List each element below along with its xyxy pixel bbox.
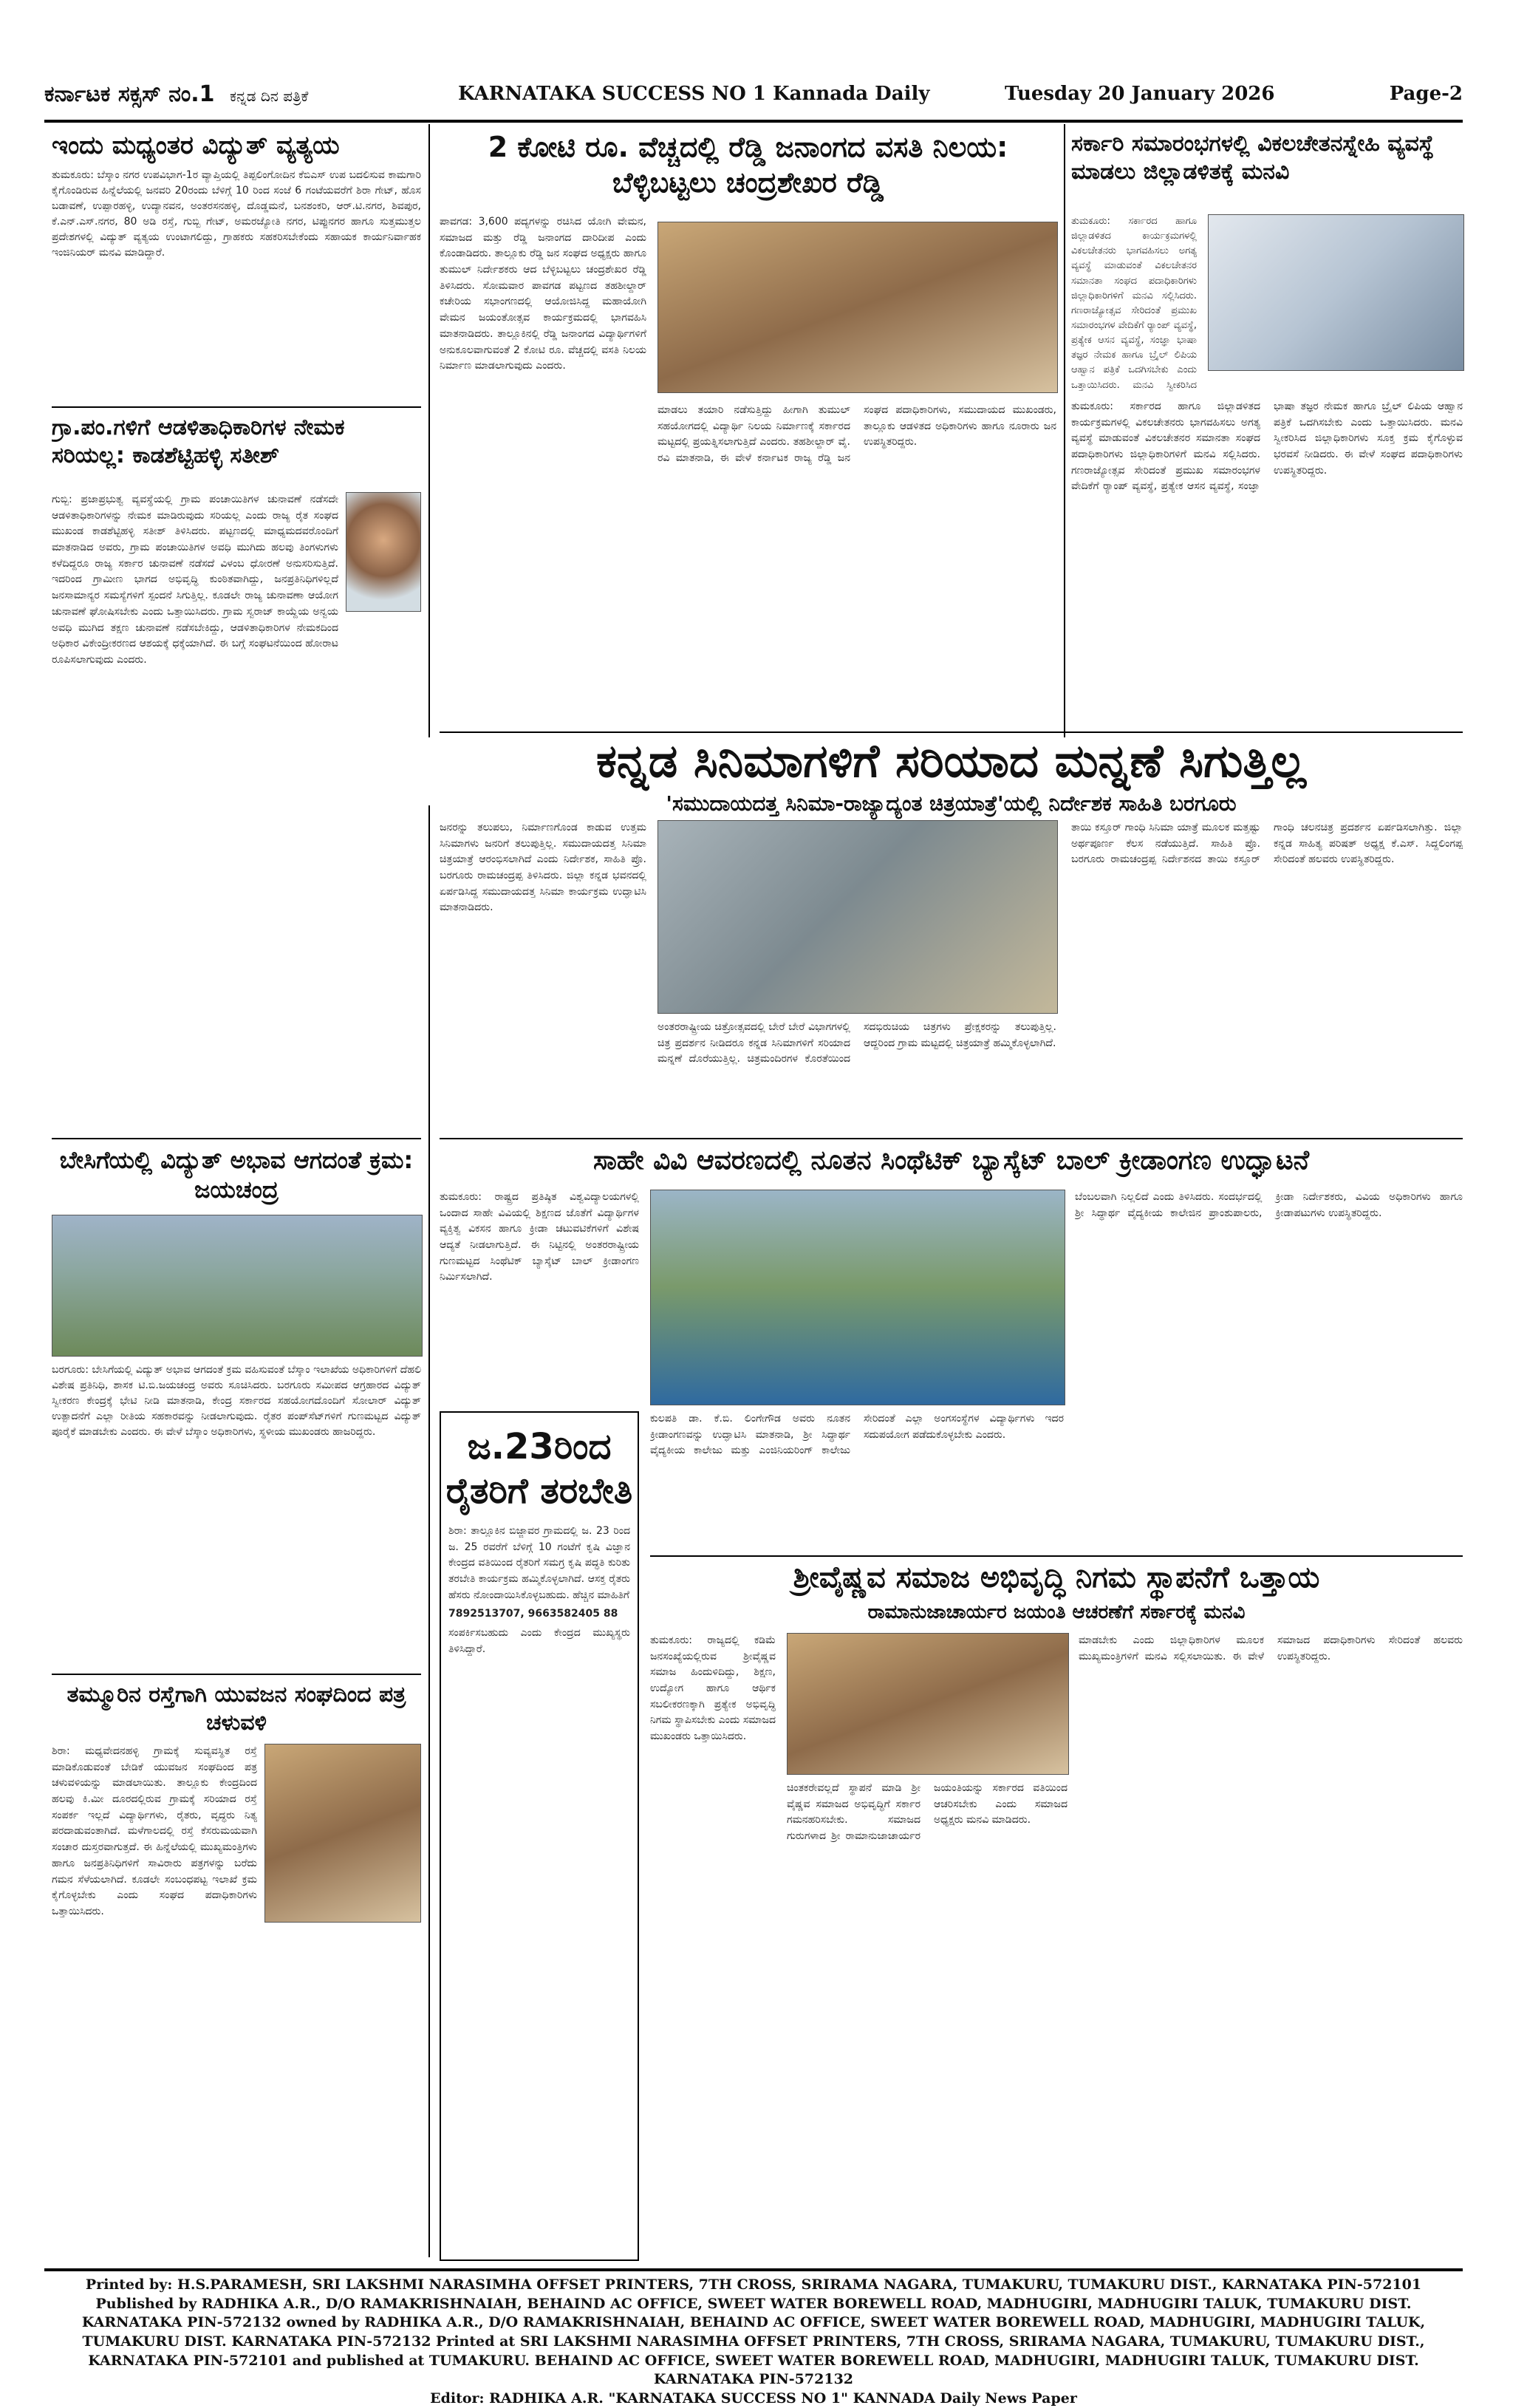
column-divider: [428, 805, 430, 2257]
article-body: ತುಮಕೂರು: ಬೆಸ್ಕಾಂ ನಗರ ಉಪವಿಭಾಗ-1ರ ವ್ಯಾಪ್ತಿಯಲ್ಲಿ ತಿಪ್ಪಲಿಂಗೋದಿನ ಕೆಬಿಎಸ್ ಉಪ ಬದಲಿಸುವ ಕಾಮಗಾರಿ ಕೈಗೊಂಡಿರುವ ಹಿನ್ನೆಲೆಯಲ್ಲಿ ಜನವರಿ 20ರಂದು ಬೆಳಿಗ್ಗೆ 10 ರಿಂದ ಸಂಜೆ 6 ಗಂಟೆಯವರೆಗೆ ಶಿರಾ ಗೇಟ್, ಹೊಸ ಬಡಾವಣೆ, ಉಪ್ಪಾರಹಳ್ಳಿ, ಉದ್ಯಾನವನ, ಅಂತರಸನಹಳ್ಳಿ, ದೊಡ್ಡಮನೆ, ಬನಶಂಕರಿ, ಆರ್.ಟಿ.ನಗರ, ಶಿವಪುರ, ಕೆ.ಎನ್.ಎಸ್.ನಗರ, 80 ಅಡಿ ರಸ್ತೆ, ಗುಬ್ಬಿ ಗೇಟ್, ಅಮರಜ್ಯೋತಿ ನಗರ, ಟಿಪ್ಪುನಗರ ಹಾಗೂ ಸುತ್ತಮುತ್ತಲ ಪ್ರದೇಶಗಳಲ್ಲಿ ವಿದ್ಯುತ್ ವ್ಯತ್ಯಯ ಉಂಟಾಗಲಿದ್ದು, ಗ್ರಾಹಕರು ಸಹಕರಿಸಬೇಕೆಂದು ಸಹಾಯಕ ಕಾರ್ಯನಿರ್ವಾಹಕ ಇಂಜಿನಿಯರ್ ಮನವಿ ಮಾಡಿದ್ದಾರೆ.: [52, 168, 421, 259]
article-body: ಚಿಂತಕರೇವಲ್ಲದೆ ಸ್ಥಾಪನೆ ಮಾಡಿ ಶ್ರೀ ವೈಷ್ಣವ ಸಮಾಜದ ಅಭಿವೃದ್ಧಿಗೆ ಸರ್ಕಾರ ಗಮನಹರಿಸಬೇಕು. ಸಮಾಜದ ಗುರುಗಳಾದ ಶ್ರೀ ರಾಮಾನುಜಾಚಾರ್ಯರ ಜಯಂತಿಯನ್ನು ಸರ್ಕಾರದ ವತಿಯಿಂದ ಆಚರಿಸಬೇಕು ಎಂದು ಸಮಾಜದ ಅಧ್ಯಕ್ಷರು ಮನವಿ ಮಾಡಿದರು.: [787, 1782, 1067, 1843]
article-youth-road: [52, 1681, 421, 2224]
vemana-jayanti-photo: [657, 222, 1058, 393]
basketball-court-photo: [650, 1190, 1065, 1405]
article-body: ಬೆಂಬಲವಾಗಿ ನಿಲ್ಲಲಿದೆ ಎಂದು ತಿಳಿಸಿದರು. ಸಂದರ್ಭದಲ್ಲಿ ಶ್ರೀ ಸಿದ್ಧಾರ್ಥ ವೈದ್ಯಕೀಯ ಕಾಲೇಜಿನ ಪ್ರಾಂಶುಪಾಲರು, ಕ್ರೀಡಾ ನಿರ್ದೇಶಕರು, ವಿವಿಯ ಅಧಿಕಾರಿಗಳು ಹಾಗೂ ಕ್ರೀಡಾಪಟುಗಳು ಉಪಸ್ಥಿತರಿದ್ದರು.: [1075, 1191, 1463, 1219]
article-divider: [440, 731, 1463, 733]
printed-by: Printed by: H.S.PARAMESH, SRI LAKSHMI NARASIMHA OFFSET PRINTERS, 7TH CROSS, SRIRAMA NAGARA, TUMAKURU, TUMAKURU DIST., KARNATAKA PIN-572101: [85, 2276, 1422, 2293]
article-body: ಶಿರಾ: ತಾಲ್ಲೂಕಿನ ಬಿಜ್ಜಾವರ ಗ್ರಾಮದಲ್ಲಿ ಜ. 23 ರಿಂದ ಜ. 25 ರವರೆಗೆ ಬೆಳಿಗ್ಗೆ 10 ಗಂಟೆಗೆ ಕೃಷಿ ವಿಜ್ಞಾನ ಕೇಂದ್ರದ ವತಿಯಿಂದ ರೈತರಿಗೆ ಸಮಗ್ರ ಕೃಷಿ ಪದ್ಧತಿ ಕುರಿತು ತರಬೇತಿ ಕಾರ್ಯಕ್ರಮ ಹಮ್ಮಿಕೊಳ್ಳಲಾಗಿದೆ. ಆಸಕ್ತ ರೈತರು ಹೆಸರು ನೋಂದಾಯಿಸಿಕೊಳ್ಳಬಹುದು. ಹೆಚ್ಚಿನ ಮಾಹಿತಿಗೆ: [448, 1525, 630, 1601]
article-reddy-hostel: [440, 130, 1056, 200]
headline: ಕನ್ನಡ ಸಿನಿಮಾಗಳಿಗೆ ಸರಿಯಾದ ಮನ್ನಣೆ ಸಿಗುತ್ತಿಲ್ಲ: [596, 734, 1306, 788]
article-divider: [440, 1138, 1463, 1139]
issue-date: Tuesday 20 January 2026: [1005, 83, 1275, 105]
memorandum-photo: [787, 1633, 1069, 1775]
article-body-end: ಸಂಪರ್ಕಿಸಬಹುದು ಎಂದು ಕೇಂದ್ರದ ಮುಖ್ಯಸ್ಥರು ತಿಳಿಸಿದ್ದಾರೆ.: [448, 1627, 630, 1655]
article-body: ಮಾಡಲು ತಯಾರಿ ನಡೆಸುತ್ತಿದ್ದು ಹೀಗಾಗಿ ತುಮುಲ್ ಸಹಯೋಗದಲ್ಲಿ ವಿದ್ಯಾರ್ಥಿ ನಿಲಯ ನಿರ್ಮಾಣಕ್ಕೆ ಸರ್ಕಾರದ ಮಟ್ಟದಲ್ಲಿ ಪ್ರಯತ್ನಿಸಲಾಗುತ್ತಿದೆ ಎಂದರು. ತಹಶೀಲ್ದಾರ್ ವೈ. ರವಿ ಮಾತನಾಡಿ, ಈ ವೇಳೆ ಕರ್ನಾಟಕ ರಾಜ್ಯ ರೆಡ್ಡಿ ಜನ ಸಂಘದ ಪದಾಧಿಕಾರಿಗಳು, ಸಮುದಾಯದ ಮುಖಂಡರು, ತಾಲ್ಲೂಕು ಆಡಳಿತದ ಅಧಿಕಾರಿಗಳು ಹಾಗೂ ನೂರಾರು ಜನ ಉಪಸ್ಥಿತರಿದ್ದರು.: [657, 404, 1056, 465]
article-body: ತುಮಕೂರು: ರಾಷ್ಟ್ರದ ಪ್ರತಿಷ್ಠಿತ ವಿಶ್ವವಿದ್ಯಾಲಯಗಳಲ್ಲಿ ಒಂದಾದ ಸಾಹೇ ವಿವಿಯಲ್ಲಿ ಶಿಕ್ಷಣದ ಜೊತೆಗೆ ವಿದ್ಯಾರ್ಥಿಗಳ ವ್ಯಕ್ತಿತ್ವ ವಿಕಸನ ಹಾಗೂ ಕ್ರೀಡಾ ಚಟುವಟಿಕೆಗಳಿಗೆ ವಿಶೇಷ ಆದ್ಯತೆ ನೀಡಲಾಗುತ್ತಿದೆ. ಈ ನಿಟ್ಟಿನಲ್ಲಿ ಅಂತರರಾಷ್ಟ್ರೀಯ ಗುಣಮಟ್ಟದ ಸಿಂಥೆಟಿಕ್ ಬ್ಯಾಸ್ಕೆಟ್ ಬಾಲ್ ಕ್ರೀಡಾಂಗಣ ನಿರ್ಮಿಸಲಾಗಿದೆ.: [440, 1191, 639, 1283]
article-body: ಕುಲಪತಿ ಡಾ. ಕೆ.ಬಿ. ಲಿಂಗೇಗೌಡ ಅವರು ನೂತನ ಕ್ರೀಡಾಂಗಣವನ್ನು ಉದ್ಘಾಟಿಸಿ ಮಾತನಾಡಿ, ಶ್ರೀ ಸಿದ್ಧಾರ್ಥ ವೈದ್ಯಕೀಯ ಕಾಲೇಜು ಮತ್ತು ಎಂಜಿನಿಯರಿಂಗ್ ಕಾಲೇಜು ಸೇರಿದಂತೆ ಎಲ್ಲಾ ಅಂಗಸಂಸ್ಥೆಗಳ ವಿದ್ಯಾರ್ಥಿಗಳು ಇದರ ಸದುಪಯೋಗ ಪಡೆದುಕೊಳ್ಳಬೇಕು ಎಂದರು.: [650, 1413, 1064, 1457]
article-body: ತಾಯಿ ಕಸ್ತೂರ್ ಗಾಂಧಿ ಸಿನಿಮಾ ಯಾತ್ರೆ ಮೂಲಕ ಮತ್ತಷ್ಟು ಅರ್ಥಪೂರ್ಣ ಕೆಲಸ ನಡೆಯುತ್ತಿದೆ. ಸಾಹಿತಿ ಪ್ರೊ. ಬರಗೂರು ರಾಮಚಂದ್ರಪ್ಪ ನಿರ್ದೇಶನದ ತಾಯಿ ಕಸ್ತೂರ್ ಗಾಂಧಿ ಚಲನಚಿತ್ರ ಪ್ರದರ್ಶನ ಏರ್ಪಡಿಸಲಾಗಿತ್ತು. ಜಿಲ್ಲಾ ಕನ್ನಡ ಸಾಹಿತ್ಯ ಪರಿಷತ್ ಅಧ್ಯಕ್ಷ ಕೆ.ಎಸ್. ಸಿದ್ದಲಿಂಗಪ್ಪ ಸೇರಿದಂತೆ ಹಲವರು ಉಪಸ್ಥಿತರಿದ್ದರು.: [1071, 822, 1463, 866]
headline: ತಮ್ಮೂರಿನ ರಸ್ತೆಗಾಗಿ ಯುವಜನ ಸಂಘದಿಂದ ಪತ್ರ ಚಳುವಳಿ: [66, 1682, 406, 1736]
headline: ಸಾಹೇ ವಿವಿ ಆವರಣದಲ್ಲಿ ನೂತನ ಸಿಂಥೆಟಿಕ್ ಬ್ಯಾಸ್ಕೆಟ್ ಬಾಲ್ ಕ್ರೀಡಾಂಗಣ ಉದ್ಘಾಟನೆ: [592, 1145, 1310, 1176]
subheadline: 'ಸಮುದಾಯದತ್ತ ಸಿನಿಮಾ-ರಾಜ್ಯಾದ್ಯಂತ ಚಿತ್ರಯಾತ್ರೆ'ಯಲ್ಲಿ ನಿರ್ದೇಶಕ ಸಾಹಿತಿ ಬರಗೂರು: [666, 791, 1237, 816]
newspaper-name: [44, 81, 308, 107]
article-divider: [52, 406, 421, 408]
article-body: ತುಮಕೂರು: ಸರ್ಕಾರದ ಹಾಗೂ ಜಿಲ್ಲಾಡಳಿತದ ಕಾರ್ಯಕ್ರಮಗಳಲ್ಲಿ ವಿಕಲಚೇತನರು ಭಾಗವಹಿಸಲು ಅಗತ್ಯ ವ್ಯವಸ್ಥೆ ಮಾಡುವಂತೆ ವಿಕಲಚೇತನರ ಸಮಾನತಾ ಸಂಘದ ಪದಾಧಿಕಾರಿಗಳು ಜಿಲ್ಲಾಧಿಕಾರಿಗಳಿಗೆ ಮನವಿ ಸಲ್ಲಿಸಿದರು. ಗಣರಾಜ್ಯೋತ್ಸವ ಸೇರಿದಂತೆ ಪ್ರಮುಖ ಸಮಾರಂಭಗಳ ವೇದಿಕೆಗೆ ರ‍್ಯಾಂಪ್ ವ್ಯವಸ್ಥೆ, ಪ್ರತ್ಯೇಕ ಆಸನ ವ್ಯವಸ್ಥೆ, ಸಂಜ್ಞಾ ಭಾಷಾ ತಜ್ಞರ ನೇಮಕ ಹಾಗೂ ಬ್ರೈಲ್ ಲಿಪಿಯ ಆಹ್ವಾನ ಪತ್ರಿಕೆ ಒದಗಿಸಬೇಕು ಎಂದು ಒತ್ತಾಯಿಸಿದರು. ಮನವಿ ಸ್ವೀಕರಿಸಿದ: [1071, 216, 1197, 391]
headline: ಇಂದು ಮಧ್ಯಂತರ ವಿದ್ಯುತ್ ವ್ಯತ್ಯಯ: [52, 131, 340, 160]
collector-office-photo: [1208, 214, 1464, 371]
article-body: ಜನರನ್ನು ತಲುಪಲು, ನಿರ್ಮಾಣಗೊಂಡ ಕಾಡುವ ಉತ್ತಮ ಸಿನಿಮಾಗಳು ಜನರಿಗೆ ತಲುಪುತ್ತಿಲ್ಲ. ಸಮುದಾಯದತ್ತ ಸಿನಿಮಾ ಚಿತ್ರಯಾತ್ರೆ ಆರಂಭಿಸಲಾಗಿದೆ ಎಂದು ನಿರ್ದೇಶಕ, ಸಾಹಿತಿ ಪ್ರೊ. ಬರಗೂರು ರಾಮಚಂದ್ರಪ್ಪ ತಿಳಿಸಿದರು. ಜಿಲ್ಲಾ ಕನ್ನಡ ಭವನದಲ್ಲಿ ಏರ್ಪಡಿಸಿದ್ದ ಸಮುದಾಯದತ್ತ ಸಿನಿಮಾ ಕಾರ್ಯಕ್ರಮ ಉದ್ಘಾಟಿಸಿ ಮಾತನಾಡಿದರು.: [440, 822, 646, 914]
page-number: Page-2: [1389, 83, 1463, 105]
article-farmers-training: [440, 1411, 639, 2261]
article-disabled-friendly: [1071, 130, 1463, 185]
article-srivaishnava: [650, 1559, 1463, 1625]
headline: ಜ.23ರಿಂದ ರೈತರಿಗೆ ತರಬೇತಿ: [445, 1426, 633, 1512]
article-divider: [650, 1555, 1463, 1557]
masthead-rule: [44, 120, 1463, 123]
article-panchayat: [52, 414, 421, 1142]
published-by: Published by RADHIKA A.R., D/O RAMAKRISHNAIAH, BEHAIND AC OFFICE, SWEET WATER BOREWELL ROAD, MADHUGIRI, MADHUGIRI TALUK, TUMAKURU DIST. KARNATAKA PIN-572132 owned by RADHIKA A.R., D/O RAMAKRISHNAIAH, BEHAIND AC OFFICE, SWEET WATER BOREWELL ROAD, MADHUGIRI, MADHUGIRI TALUK, TUMAKURU DIST. KARNATAKA PIN-572132 Printed at SRI LAKSHMI NARASIMHA OFFSET PRINTERS, 7TH CROSS, SRIRAMA NAGARA, TUMAKURU, TUMAKURU DIST., KARNATAKA PIN-572101 and published at TUMAKURU. BEHAIND AC OFFICE, SWEET WATER BOREWELL ROAD, MADHUGIRI, MADHUGIRI TALUK, TUMAKURU DIST. KARNATAKA PIN-572132: [81, 2295, 1426, 2388]
article-power-action: [52, 1145, 421, 1606]
headline: ಶ್ರೀವೈಷ್ಣವ ಸಮಾಜ ಅಭಿವೃದ್ಧಿ ನಿಗಮ ಸ್ಥಾಪನೆಗೆ ಒತ್ತಾಯ: [793, 1561, 1320, 1594]
headline: ಸರ್ಕಾರಿ ಸಮಾರಂಭಗಳಲ್ಲಿ ವಿಕಲಚೇತನಸ್ನೇಹಿ ವ್ಯವಸ್ಥೆ ಮಾಡಲು ಜಿಲ್ಲಾಡಳಿತಕ್ಕೆ ಮನವಿ: [1071, 131, 1435, 185]
article-basketball-court: [440, 1144, 1463, 1177]
article-body: ಶಿರಾ: ಮಧ್ಯವೇದನಹಳ್ಳಿ ಗ್ರಾಮಕ್ಕೆ ಸುವ್ಯವಸ್ಥಿತ ರಸ್ತೆ ಮಾಡಿಕೊಡುವಂತೆ ಬೇಡಿಕೆ ಯುವಜನ ಸಂಘದಿಂದ ಪತ್ರ ಚಳುವಳಿಯನ್ನು ಮಾಡಲಾಯಿತು. ತಾಲ್ಲೂಕು ಕೇಂದ್ರದಿಂದ ಹಲವು ಕಿ.ಮೀ ದೂರದಲ್ಲಿರುವ ಗ್ರಾಮಕ್ಕೆ ಸರಿಯಾದ ರಸ್ತೆ ಸಂಪರ್ಕ ಇಲ್ಲದೆ ವಿದ್ಯಾರ್ಥಿಗಳು, ರೈತರು, ವೃದ್ಧರು ನಿತ್ಯ ಪರದಾಡುವಂತಾಗಿದೆ. ಮಳೆಗಾಲದಲ್ಲಿ ರಸ್ತೆ ಕೆಸರುಮಯವಾಗಿ ಸಂಚಾರ ದುಸ್ತರವಾಗುತ್ತದೆ. ಈ ಹಿನ್ನೆಲೆಯಲ್ಲಿ ಮುಖ್ಯಮಂತ್ರಿಗಳು ಹಾಗೂ ಜನಪ್ರತಿನಿಧಿಗಳಿಗೆ ಸಾವಿರಾರು ಪತ್ರಗಳನ್ನು ಬರೆದು ಗಮನ ಸೆಳೆಯಲಾಗಿದೆ. ಕೂಡಲೇ ಸಂಬಂಧಪಟ್ಟ ಇಲಾಖೆ ಕ್ರಮ ಕೈಗೊಳ್ಳಬೇಕು ಎಂದು ಸಂಘದ ಪದಾಧಿಕಾರಿಗಳು ಒತ್ತಾಯಿಸಿದರು.: [52, 1745, 257, 1917]
headline: 2 ಕೋಟಿ ರೂ. ವೆಚ್ಚದಲ್ಲಿ ರೆಡ್ಡಿ ಜನಾಂಗದ ವಸತಿ ನಿಲಯ: ಬೆಳ್ಳಿಬಟ್ಟಲು ಚಂದ್ರಶೇಖರ ರೆಡ್ಡಿ: [488, 131, 1008, 199]
masthead: [44, 81, 1463, 126]
youth-group-photo: [264, 1744, 421, 1923]
headline: ಗ್ರಾ.ಪಂ.ಗಳಿಗೆ ಆಡಳಿತಾಧಿಕಾರಿಗಳ ನೇಮಕ ಸರಿಯಲ್ಲ: ಕಾಡಶೆಟ್ಟಿಹಳ್ಳಿ ಸತೀಶ್: [52, 415, 345, 468]
article-body-continued: ತುಮಕೂರು: ಸರ್ಕಾರದ ಹಾಗೂ ಜಿಲ್ಲಾಡಳಿತದ ಕಾರ್ಯಕ್ರಮಗಳಲ್ಲಿ ವಿಕಲಚೇತನರು ಭಾಗವಹಿಸಲು ಅಗತ್ಯ ವ್ಯವಸ್ಥೆ ಮಾಡುವಂತೆ ವಿಕಲಚೇತನರ ಸಮಾನತಾ ಸಂಘದ ಪದಾಧಿಕಾರಿಗಳು ಜಿಲ್ಲಾಧಿಕಾರಿಗಳಿಗೆ ಮನವಿ ಸಲ್ಲಿಸಿದರು. ಗಣರಾಜ್ಯೋತ್ಸವ ಸೇರಿದಂತೆ ಪ್ರಮುಖ ಸಮಾರಂಭಗಳ ವೇದಿಕೆಗೆ ರ‍್ಯಾಂಪ್ ವ್ಯವಸ್ಥೆ, ಪ್ರತ್ಯೇಕ ಆಸನ ವ್ಯವಸ್ಥೆ, ಸಂಜ್ಞಾ ಭಾಷಾ ತಜ್ಞರ ನೇಮಕ ಹಾಗೂ ಬ್ರೈಲ್ ಲಿಪಿಯ ಆಹ್ವಾನ ಪತ್ರಿಕೆ ಒದಗಿಸಬೇಕು ಎಂದು ಒತ್ತಾಯಿಸಿದರು. ಮನವಿ ಸ್ವೀಕರಿಸಿದ ಜಿಲ್ಲಾಧಿಕಾರಿಗಳು ಸೂಕ್ತ ಕ್ರಮ ಕೈಗೊಳ್ಳುವ ಭರವಸೆ ನೀಡಿದರು. ಈ ವೇಳೆ ಸಂಘದ ಪದಾಧಿಕಾರಿಗಳು ಉಪಸ್ಥಿತರಿದ್ದರು.: [1071, 400, 1463, 493]
article-body: ಮಾಡಬೇಕು ಎಂದು ಜಿಲ್ಲಾಧಿಕಾರಿಗಳ ಮೂಲಕ ಮುಖ್ಯಮಂತ್ರಿಗಳಿಗೆ ಮನವಿ ಸಲ್ಲಿಸಲಾಯಿತು. ಈ ವೇಳೆ ಸಮಾಜದ ಪದಾಧಿಕಾರಿಗಳು ಸೇರಿದಂತೆ ಹಲವರು ಉಪಸ್ಥಿತರಿದ್ದರು.: [1079, 1634, 1463, 1662]
subheadline: ರಾಮಾನುಜಾಚಾರ್ಯರ ಜಯಂತಿ ಆಚರಣೆಗೆ ಸರ್ಕಾರಕ್ಕೆ ಮನವಿ: [867, 1601, 1246, 1623]
article-divider: [52, 1674, 421, 1675]
article-body: ಗುಬ್ಬಿ: ಪ್ರಜಾಪ್ರಭುತ್ವ ವ್ಯವಸ್ಥೆಯಲ್ಲಿ ಗ್ರಾಮ ಪಂಚಾಯಿತಿಗಳ ಚುನಾವಣೆ ನಡೆಸದೇ ಆಡಳಿತಾಧಿಕಾರಿಗಳನ್ನು ನೇಮಕ ಮಾಡಿರುವುದು ಸರಿಯಲ್ಲ ಎಂದು ರಾಜ್ಯ ರೈತ ಸಂಘದ ಮುಖಂಡ ಕಾಡಶೆಟ್ಟಿಹಳ್ಳಿ ಸತೀಶ್ ತಿಳಿಸಿದರು. ಪಟ್ಟಣದಲ್ಲಿ ಮಾಧ್ಯಮದವರೊಂದಿಗೆ ಮಾತನಾಡಿದ ಅವರು, ಗ್ರಾಮ ಪಂಚಾಯಿತಿಗಳ ಅವಧಿ ಮುಗಿದು ಹಲವು ತಿಂಗಳುಗಳು ಕಳೆದಿದ್ದರೂ ರಾಜ್ಯ ಸರ್ಕಾರ ಚುನಾವಣೆ ನಡೆಸದೆ ವಿಳಂಬ ಧೋರಣೆ ಅನುಸರಿಸುತ್ತಿದೆ. ಇದರಿಂದ ಗ್ರಾಮೀಣ ಭಾಗದ ಅಭಿವೃದ್ಧಿ ಕುಂಠಿತವಾಗಿದ್ದು, ಜನಪ್ರತಿನಿಧಿಗಳಿಲ್ಲದೆ ಜನಸಾಮಾನ್ಯರ ಸಮಸ್ಯೆಗಳಿಗೆ ಸ್ಪಂದನೆ ಸಿಗುತ್ತಿಲ್ಲ. ಕೂಡಲೇ ರಾಜ್ಯ ಚುನಾವಣಾ ಆಯೋಗ ಚುನಾವಣೆ ಘೋಷಿಸಬೇಕು ಎಂದು ಒತ್ತಾಯಿಸಿದರು. ಗ್ರಾಮ ಸ್ವರಾಜ್ ಕಾಯ್ದೆಯ ಅನ್ವಯ ಅವಧಿ ಮುಗಿದ ತಕ್ಷಣ ಚುನಾವಣೆ ನಡೆಸಬೇಕಿದ್ದು, ಆಡಳಿತಾಧಿಕಾರಿಗಳ ನೇಮಕದಿಂದ ಅಧಿಕಾರ ವಿಕೇಂದ್ರೀಕರಣದ ಆಶಯಕ್ಕೆ ಧಕ್ಕೆಯಾಗಿದೆ. ಈ ಬಗ್ಗೆ ಸಂಘಟನೆಯಿಂದ ಹೋರಾಟ ರೂಪಿಸಲಾಗುವುದು ಎಂದರು.: [52, 494, 338, 666]
footer-rule: [44, 2268, 1463, 2271]
column-divider: [428, 124, 430, 737]
article-body: ಪಾವಗಡ: 3,600 ಪದ್ಯಗಳನ್ನು ರಚಿಸಿದ ಯೋಗಿ ವೇಮನ, ಸಮಾಜದ ಮತ್ತು ರೆಡ್ಡಿ ಜನಾಂಗದ ದಾರಿದೀಪ ಎಂದು ಕೊಂಡಾಡಿದರು. ತಾಲ್ಲೂಕು ರೆಡ್ಡಿ ಜನ ಸಂಘದ ಅಧ್ಯಕ್ಷರು ಹಾಗೂ ತುಮುಲ್ ನಿರ್ದೇಶಕರು ಆದ ಬೆಳ್ಳಿಬಟ್ಟಲು ಚಂದ್ರಶೇಖರ ರೆಡ್ಡಿ ತಿಳಿಸಿದರು. ಸೋಮವಾರ ಪಾವಗಡ ಪಟ್ಟಣದ ತಹಶೀಲ್ದಾರ್ ಕಚೇರಿಯ ಸಭಾಂಗಣದಲ್ಲಿ ಆಯೋಜಿಸಿದ್ದ ಮಹಾಯೋಗಿ ವೇಮನ ಜಯಂತೋತ್ಸವ ಕಾರ್ಯಕ್ರಮದಲ್ಲಿ ಭಾಗವಹಿಸಿ ಮಾತನಾಡಿದರು. ತಾಲ್ಲೂಕಿನಲ್ಲಿ ರೆಡ್ಡಿ ಜನಾಂಗದ ವಿದ್ಯಾರ್ಥಿಗಳಿಗೆ ಅನುಕೂಲವಾಗುವಂತೆ 2 ಕೋಟಿ ರೂ. ವೆಚ್ಚದಲ್ಲಿ ವಸತಿ ನಿಲಯ ನಿರ್ಮಾಣ ಮಾಡಲಾಗುವುದು ಎಂದರು.: [440, 216, 646, 372]
newspaper-subtitle: ಕನ್ನಡ ದಿನ ಪತ್ರಿಕೆ: [229, 87, 309, 105]
contact-phones: 7892513707, 9663582405 88: [448, 1608, 618, 1620]
newspaper-english-name: KARNATAKA SUCCESS NO 1 Kannada Daily: [458, 83, 930, 105]
cinema-event-photo: [657, 820, 1058, 1014]
article-body: ತುಮಕೂರು: ರಾಜ್ಯದಲ್ಲಿ ಕಡಿಮೆ ಜನಸಂಖ್ಯೆಯಲ್ಲಿರುವ ಶ್ರೀವೈಷ್ಣವ ಸಮಾಜ ಹಿಂದುಳಿದಿದ್ದು, ಶಿಕ್ಷಣ, ಉದ್ಯೋಗ ಹಾಗೂ ಆರ್ಥಿಕ ಸಬಲೀಕರಣಕ್ಕಾಗಿ ಪ್ರತ್ಯೇಕ ಅಭಿವೃದ್ಧಿ ನಿಗಮ ಸ್ಥಾಪಿಸಬೇಕು ಎಂದು ಸಮಾಜದ ಮುಖಂಡರು ಒತ್ತಾಯಿಸಿದರು.: [650, 1634, 776, 1743]
article-kannada-cinema: [440, 736, 1463, 816]
imprint-footer: [44, 2276, 1463, 2408]
article-divider: [52, 1138, 421, 1139]
substation-photo: [52, 1215, 423, 1357]
article-body: ಬರಗೂರು: ಬೇಸಿಗೆಯಲ್ಲಿ ವಿದ್ಯುತ್ ಅಭಾವ ಆಗದಂತೆ ಕ್ರಮ ವಹಿಸುವಂತೆ ಬೆಸ್ಕಾಂ ಇಲಾಖೆಯ ಅಧಿಕಾರಿಗಳಿಗೆ ದೆಹಲಿ ವಿಶೇಷ ಪ್ರತಿನಿಧಿ, ಶಾಸಕ ಟಿ.ಬಿ.ಜಯಚಂದ್ರ ಅವರು ಸೂಚಿಸಿದರು. ಬರಗೂರು ಸಮೀಪದ ಆಗ್ರಹಾರದ ವಿದ್ಯುತ್ ಸ್ವೀಕರಣ ಕೇಂದ್ರಕ್ಕೆ ಭೇಟಿ ನೀಡಿ ಮಾತನಾಡಿ, ಕೇಂದ್ರ ಸರ್ಕಾರದ ಸಹಯೋಗದೊಂದಿಗೆ ಸೋಲಾರ್ ವಿದ್ಯುತ್ ಉತ್ಪಾದನೆಗೆ ಎಲ್ಲಾ ರೀತಿಯ ಸಹಕಾರವನ್ನು ನೀಡಲಾಗುವುದು. ರೈತರ ಪಂಪ್‌ಸೆಟ್‌ಗಳಿಗೆ ಗುಣಮಟ್ಟದ ವಿದ್ಯುತ್ ಪೂರೈಕೆ ಮಾಡಬೇಕು ಎಂದರು. ಈ ವೇಳೆ ಬೆಸ್ಕಾಂ ಅಧಿಕಾರಿಗಳು, ಸ್ಥಳೀಯ ಮುಖಂಡರು ಹಾಜರಿದ್ದರು.: [52, 1364, 421, 1438]
newspaper-name-kannada: ಕರ್ನಾಟಕ ಸಕ್ಸಸ್ ನಂ.1: [44, 81, 215, 107]
article-power-cut: [52, 130, 421, 261]
editor-line: Editor: RADHIKA A.R. "KARNATAKA SUCCESS NO 1" KANNADA Daily News Paper: [430, 2390, 1077, 2407]
portrait-photo: [346, 492, 421, 612]
headline: ಬೇಸಿಗೆಯಲ್ಲಿ ವಿದ್ಯುತ್ ಅಭಾವ ಆಗದಂತೆ ಕ್ರಮ: ಜಯಚಂದ್ರ: [59, 1146, 414, 1204]
article-body: ಅಂತರರಾಷ್ಟ್ರೀಯ ಚಿತ್ರೋತ್ಸವದಲ್ಲಿ ಬೇರೆ ಬೇರೆ ವಿಭಾಗಗಳಲ್ಲಿ ಚಿತ್ರ ಪ್ರದರ್ಶನ ನೀಡಿದರೂ ಕನ್ನಡ ಸಿನಿಮಾಗಳಿಗೆ ಸರಿಯಾದ ಮನ್ನಣೆ ದೊರೆಯುತ್ತಿಲ್ಲ. ಚಿತ್ರಮಂದಿರಗಳ ಕೊರತೆಯಿಂದ ಸದಭಿರುಚಿಯ ಚಿತ್ರಗಳು ಪ್ರೇಕ್ಷಕರನ್ನು ತಲುಪುತ್ತಿಲ್ಲ. ಆದ್ದರಿಂದ ಗ್ರಾಮ ಮಟ್ಟದಲ್ಲಿ ಚಿತ್ರಯಾತ್ರೆ ಹಮ್ಮಿಕೊಳ್ಳಲಾಗಿದೆ.: [657, 1021, 1056, 1065]
column-divider: [1064, 124, 1065, 737]
